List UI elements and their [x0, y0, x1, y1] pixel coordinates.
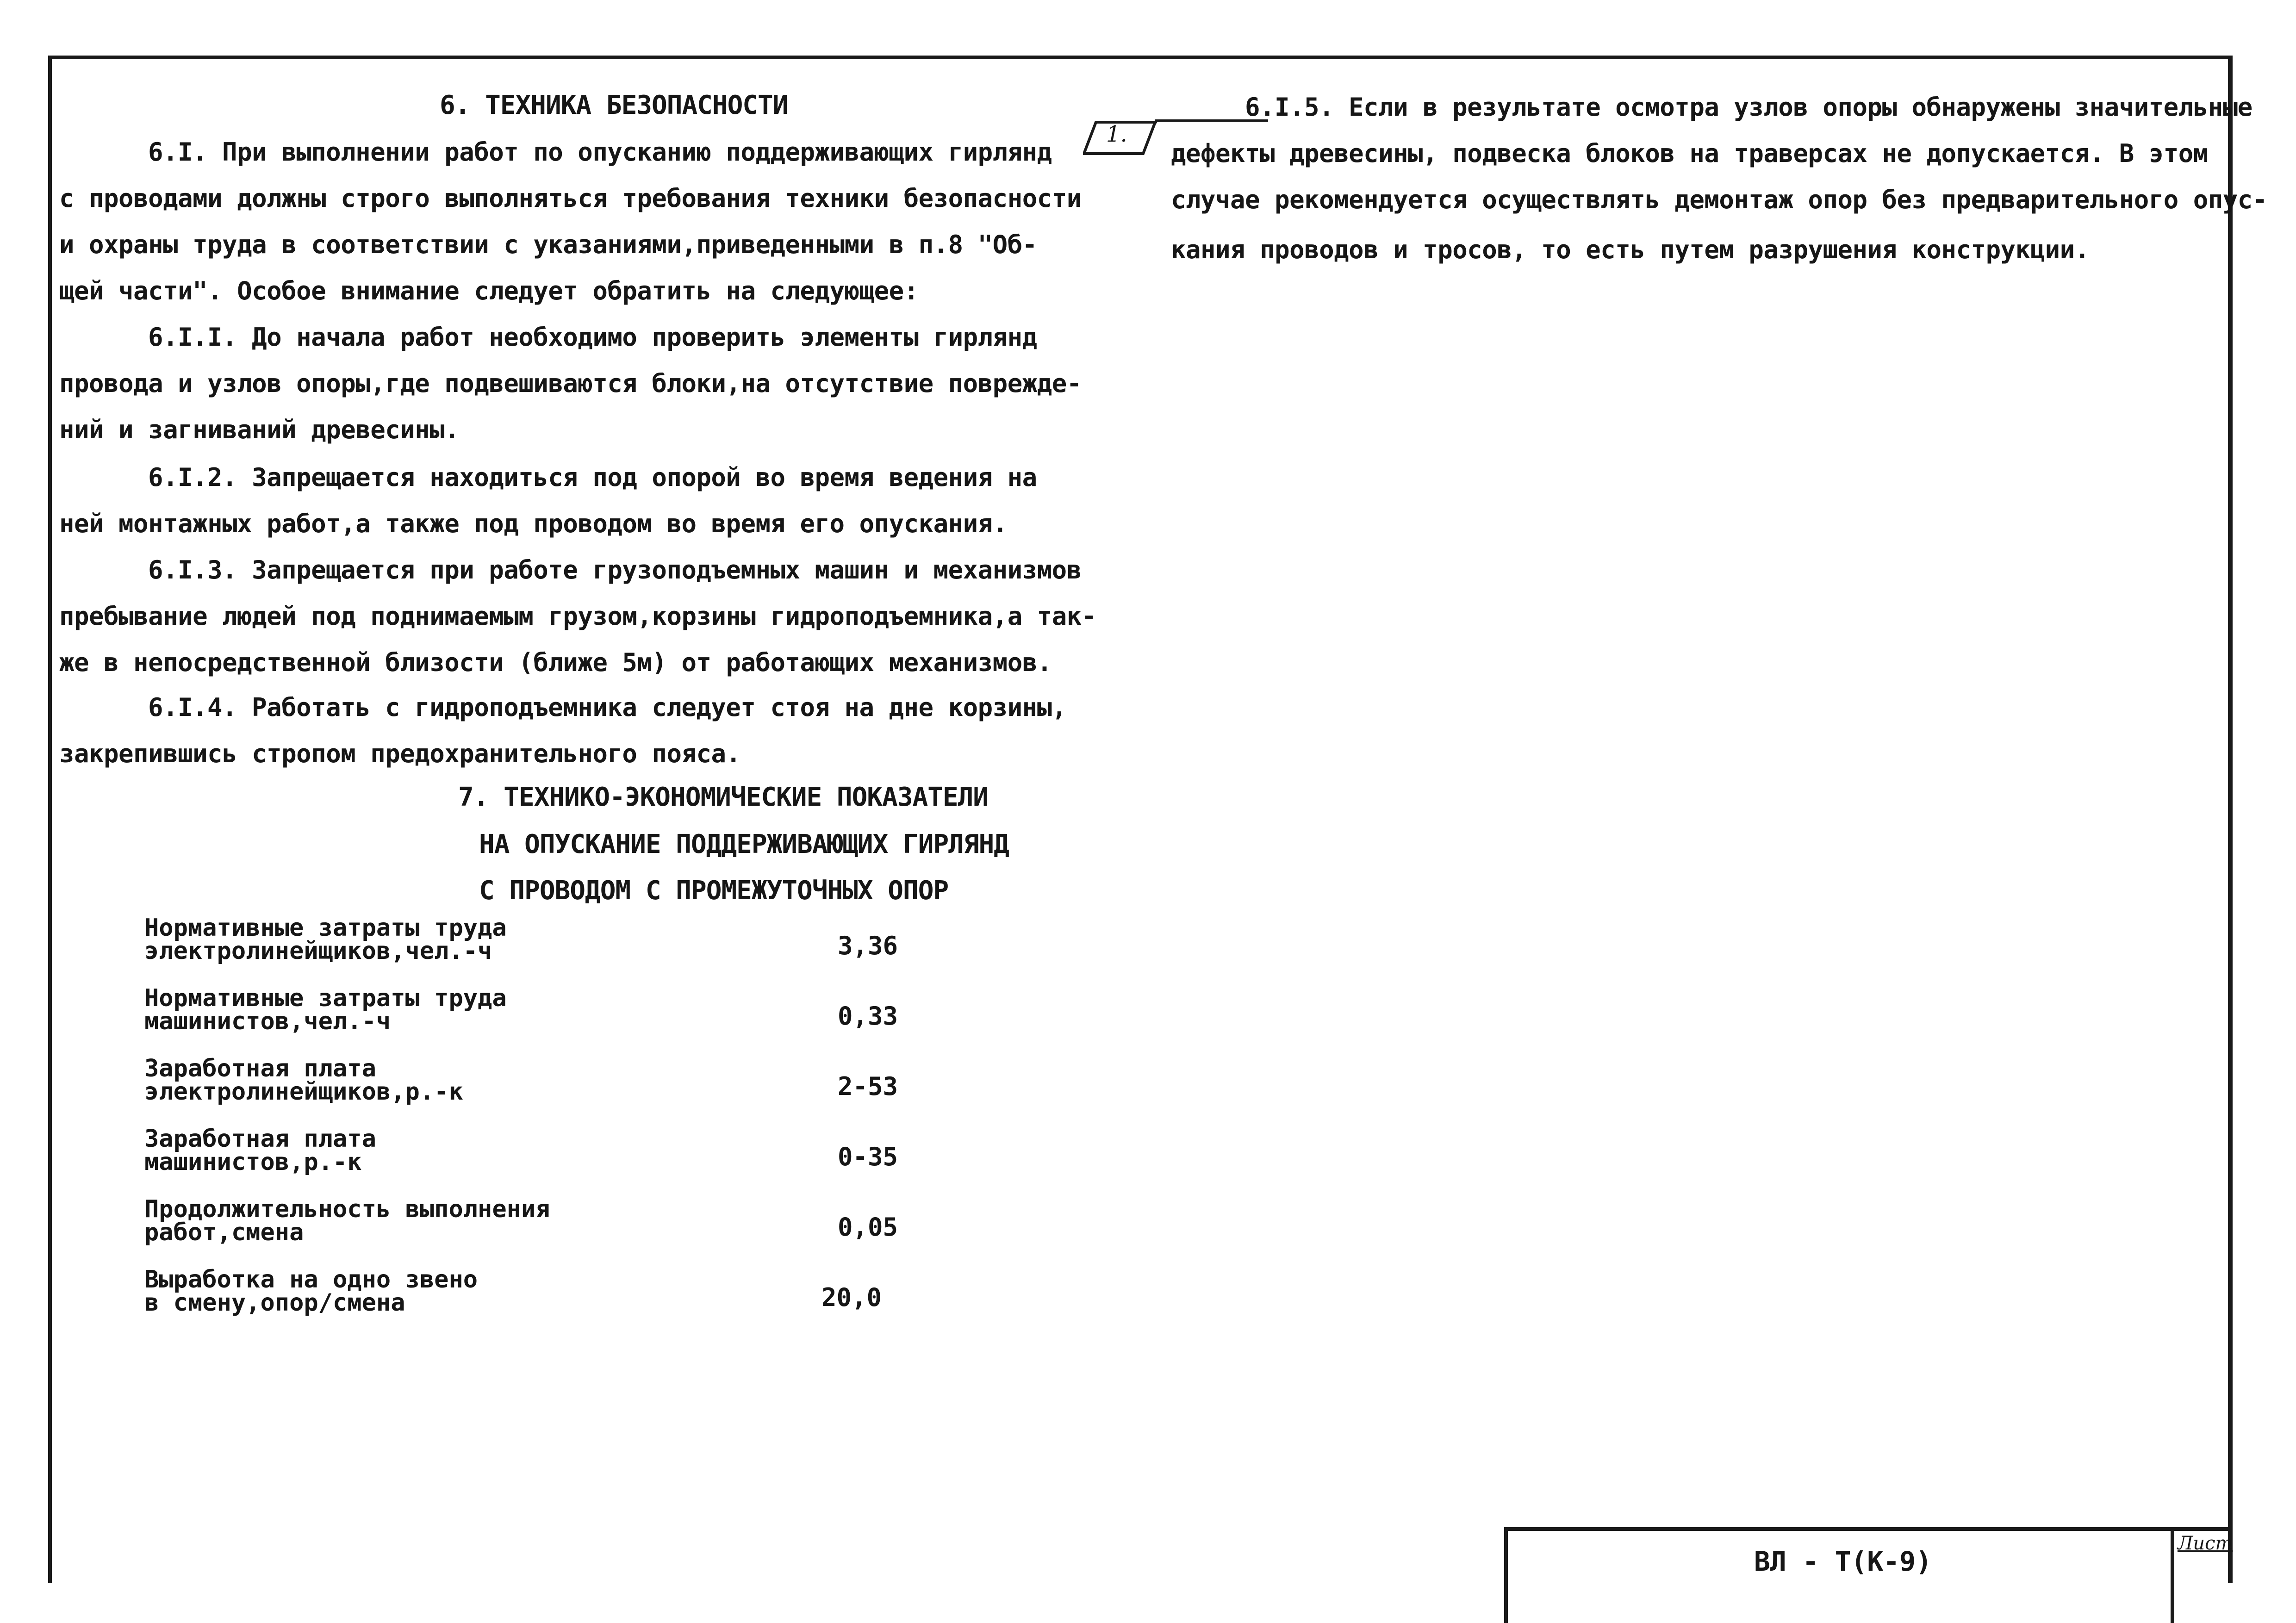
indicator-value: 0,05	[838, 1213, 898, 1242]
text-line: закрепившись стропом предохранительного пояса.	[59, 739, 741, 768]
revision-number: 1.	[1106, 121, 1127, 147]
text-line: ний и загниваний древесины.	[59, 415, 460, 444]
section-7-title: НА ОПУСКАНИЕ ПОДДЕРЖИВАЮЩИХ ГИРЛЯНД	[479, 829, 1009, 859]
text-line: 6.I.2. Запрещается находиться под опорой во время ведения на	[148, 463, 1037, 492]
text-line: ней монтажных работ,а также под проводом во время его опускания.	[59, 509, 1008, 538]
indicator-label: Нормативные затраты труда машинистов,чел.-ч	[144, 984, 507, 1035]
indicator-label: Нормативные затраты труда электролинейщиков,чел.-ч	[144, 914, 507, 965]
text-line: провода и узлов опоры,где подвешиваются блоки,на отсутствие поврежде-	[59, 369, 1082, 398]
indicator-value: 3,36	[838, 931, 898, 960]
indicator-label: Заработная плата электролинейщиков,р.-к	[144, 1055, 463, 1106]
section-7-title: С ПРОВОДОМ С ПРОМЕЖУТОЧНЫХ ОПОР	[479, 876, 949, 906]
indicator-label: Заработная плата машинистов,р.-к	[144, 1125, 376, 1176]
text-line: же в непосредственной близости (ближе 5м) от работающих механизмов.	[59, 648, 1052, 677]
text-line: 6.I.I. До начала работ необходимо проверить элементы гирлянд	[148, 323, 1037, 352]
indicator-value: 20,0	[821, 1283, 882, 1312]
text-line: 6.I. При выполнении работ по опусканию поддерживающих гирлянд	[148, 137, 1052, 167]
text-line: пребывание людей под поднимаемым грузом,корзины гидроподъемника,а так-	[59, 602, 1096, 631]
section-7-title: 7. ТЕХНИКО-ЭКОНОМИЧЕСКИЕ ПОКАЗАТЕЛИ	[458, 782, 989, 812]
text-line: щей части". Особое внимание следует обратить на следующее:	[59, 276, 919, 305]
text-line: с проводами должны строго выполняться требования техники безопасности	[59, 184, 1082, 213]
section-6-heading: 6. ТЕХНИКА БЕЗОПАСНОСТИ	[440, 90, 788, 120]
text-line: дефекты древесины, подвеска блоков на траверсах не допускается. В этом	[1171, 139, 2208, 168]
sheet-label: Лист	[2178, 1533, 2233, 1554]
text-line: и охраны труда в соответствии с указаниями,приведенными в п.8 "Об-	[59, 230, 1037, 259]
text-line: кания проводов и тросов, то есть путем разрушения конструкции.	[1171, 235, 2090, 264]
text-line: 6.I.3. Запрещается при работе грузоподъемных машин и механизмов	[148, 555, 1082, 585]
text-line: случае рекомендуется осуществлять демонтаж опор без предварительного опус-	[1171, 185, 2267, 214]
indicator-value: 0,33	[838, 1001, 898, 1031]
title-block-divider	[2171, 1527, 2174, 1623]
indicator-value: 2-53	[838, 1072, 898, 1101]
text-line: 6.I.4. Работать с гидроподъемника следует стоя на дне корзины,	[148, 693, 1067, 722]
text-line: 6.I.5. Если в результате осмотра узлов опоры обнаружены значительные	[1245, 93, 2252, 122]
indicator-label: Выработка на одно звено в смену,опор/смена	[144, 1266, 478, 1317]
indicator-value: 0-35	[838, 1142, 898, 1171]
indicator-label: Продолжительность выполнения работ,смена	[144, 1195, 550, 1246]
document-code: ВЛ - Т(К-9)	[1754, 1546, 1932, 1577]
